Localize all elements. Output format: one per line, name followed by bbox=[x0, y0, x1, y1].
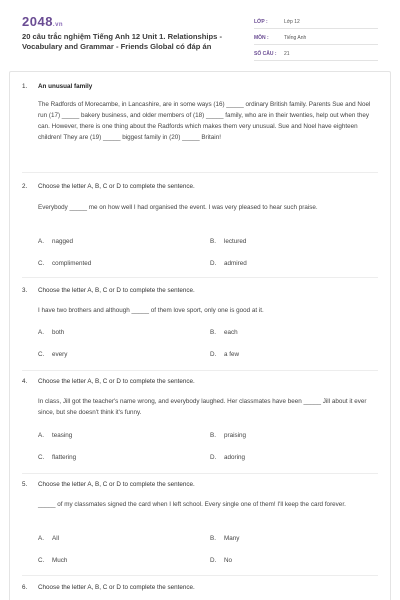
meta-value: 21 bbox=[284, 51, 290, 57]
option-b[interactable] bbox=[210, 430, 246, 441]
document-title: 20 câu trắc nghiệm Tiếng Anh 12 Unit 1. Relationships - Vocabulary and Grammar - Friends Global có đáp án bbox=[22, 32, 223, 51]
option-letter: C. bbox=[38, 557, 45, 564]
question-sentence: _____ of my classmates signed the card when I left school. Every single one of them! I'll keep the card forever. bbox=[38, 501, 346, 508]
divider bbox=[22, 172, 378, 173]
question-number: 5. bbox=[22, 481, 28, 488]
option-text: praising bbox=[224, 432, 247, 439]
option-text: All bbox=[52, 535, 59, 542]
question-sentence: Everybody _____ me on how well I had organised the event. I was very pleased to hear such praise. bbox=[38, 204, 318, 211]
meta-row-class bbox=[254, 16, 378, 29]
option-text: nagged bbox=[52, 238, 74, 245]
option-letter: B. bbox=[210, 535, 216, 542]
question-sentence: In class, Jill got the teacher's name wrong, and everybody laughed. Her classmates have been _____ Jill about it ever since, but she doesn't think it's funny. bbox=[38, 398, 367, 416]
option-text: both bbox=[52, 329, 65, 336]
option-a[interactable] bbox=[38, 327, 64, 338]
option-c[interactable] bbox=[38, 349, 67, 360]
option-d[interactable] bbox=[210, 452, 245, 463]
question-prompt: Choose the letter A, B, C or D to complete the sentence. bbox=[38, 378, 195, 385]
question-number: 1. bbox=[22, 83, 28, 90]
option-letter: A. bbox=[38, 329, 44, 336]
question-sentence: I have two brothers and although _____ of them love sport, only one is good at it. bbox=[38, 307, 264, 314]
question-prompt: Choose the letter A, B, C or D to complete the sentence. bbox=[38, 183, 195, 190]
divider bbox=[22, 277, 378, 278]
option-b[interactable] bbox=[210, 327, 238, 338]
meta-row-count bbox=[254, 48, 378, 61]
question-number: 2. bbox=[22, 183, 28, 190]
option-c[interactable] bbox=[38, 258, 91, 269]
divider bbox=[22, 473, 378, 474]
question-prompt: Choose the letter A, B, C or D to complete the sentence. bbox=[38, 287, 195, 294]
option-text: No bbox=[224, 557, 233, 564]
option-letter: C. bbox=[38, 351, 45, 358]
option-letter: B. bbox=[210, 238, 216, 245]
logo-suffix: .vn bbox=[52, 22, 64, 28]
option-d[interactable] bbox=[210, 349, 239, 360]
option-letter: D. bbox=[210, 557, 217, 564]
divider bbox=[22, 370, 378, 371]
option-text: flattering bbox=[52, 454, 77, 461]
option-letter: A. bbox=[38, 432, 44, 439]
option-text: teasing bbox=[52, 432, 73, 439]
option-b[interactable] bbox=[210, 236, 246, 247]
option-text: complimented bbox=[52, 260, 92, 267]
option-text: adoring bbox=[224, 454, 246, 461]
question-title: An unusual family bbox=[38, 83, 93, 90]
option-text: Many bbox=[224, 535, 240, 542]
question-number: 6. bbox=[22, 584, 28, 591]
meta-label: MÔN : bbox=[254, 35, 269, 41]
passage-text: The Radfords of Morecambe, in Lancashire, are in some ways (16) _____ ordinary British family. Parents Sue and Noel run (17) _____ bakery business, and older members of (18) _____ family, who are in their twenties, help out when they can. However, there is one thing about the Radfords which makes them very unusual. Sue and Noel have eighteen children! They are (19) _____ biggest family in (20) _____ Britain! bbox=[38, 101, 371, 141]
option-a[interactable] bbox=[38, 533, 59, 544]
option-text: lectured bbox=[224, 238, 247, 245]
option-a[interactable] bbox=[38, 236, 73, 247]
meta-label: SỐ CÂU : bbox=[254, 51, 277, 57]
option-b[interactable] bbox=[210, 533, 239, 544]
option-text: each bbox=[224, 329, 238, 336]
meta-value: Lớp 12 bbox=[284, 19, 300, 25]
divider bbox=[22, 575, 378, 576]
option-text: admired bbox=[224, 260, 247, 267]
option-d[interactable] bbox=[210, 555, 232, 566]
option-letter: C. bbox=[38, 260, 45, 267]
question-number: 4. bbox=[22, 378, 28, 385]
option-letter: B. bbox=[210, 329, 216, 336]
meta-label: LỚP : bbox=[254, 19, 268, 25]
question-number: 3. bbox=[22, 287, 28, 294]
question-prompt: Choose the letter A, B, C or D to complete the sentence. bbox=[38, 481, 195, 488]
logo-text: 2048 bbox=[22, 14, 53, 29]
option-letter: B. bbox=[210, 432, 216, 439]
page-header bbox=[0, 0, 400, 70]
option-letter: D. bbox=[210, 454, 217, 461]
option-letter: C. bbox=[38, 454, 45, 461]
option-text: Much bbox=[52, 557, 68, 564]
option-a[interactable] bbox=[38, 430, 72, 441]
meta-row-subject bbox=[254, 32, 378, 45]
question-card bbox=[9, 71, 391, 600]
option-letter: A. bbox=[38, 238, 44, 245]
option-text: every bbox=[52, 351, 68, 358]
option-letter: D. bbox=[210, 351, 217, 358]
option-c[interactable] bbox=[38, 452, 76, 463]
option-letter: A. bbox=[38, 535, 44, 542]
question-prompt: Choose the letter A, B, C or D to complete the sentence. bbox=[38, 584, 195, 591]
option-c[interactable] bbox=[38, 555, 67, 566]
meta-info bbox=[254, 16, 378, 64]
option-text: a few bbox=[224, 351, 240, 358]
site-logo[interactable] bbox=[22, 14, 63, 29]
option-letter: D. bbox=[210, 260, 217, 267]
meta-value: Tiếng Anh bbox=[284, 35, 307, 41]
option-d[interactable] bbox=[210, 258, 247, 269]
